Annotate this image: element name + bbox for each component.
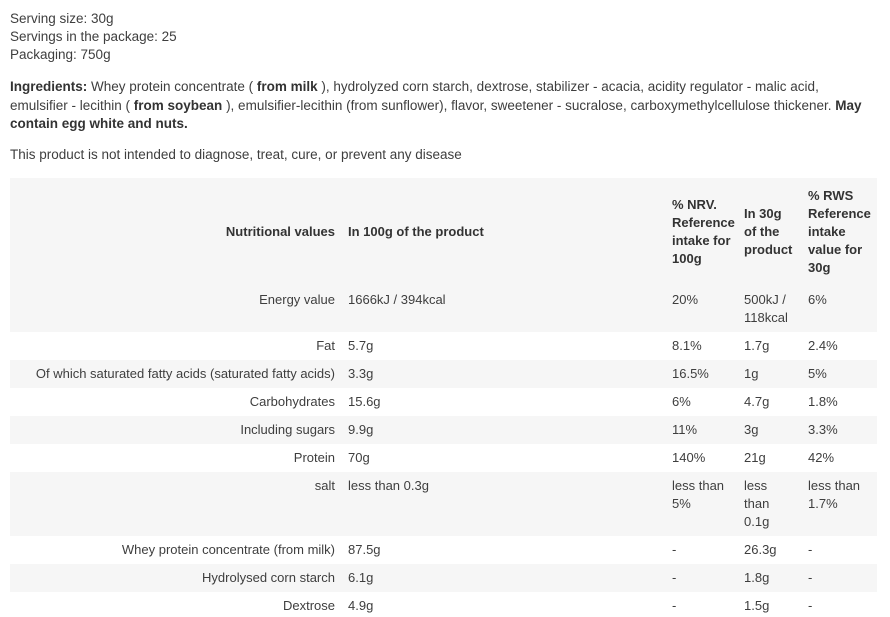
table-row bbox=[10, 332, 877, 360]
cell-name: Of which saturated fatty acids (saturated fatty acids) bbox=[35, 365, 335, 381]
table-row bbox=[10, 388, 877, 416]
header-nrv-100g: % NRV. Reference intake for 100g bbox=[672, 196, 735, 266]
ingredients-text: ), emulsifier-lecithin (from sunflower), flavor, sweetener - sucralose, carboxymethylcellulose thickener. bbox=[222, 97, 836, 113]
cell-name: Hydrolysed corn starch bbox=[202, 569, 335, 585]
servings-in-package-text: Servings in the package: 25 bbox=[10, 29, 177, 44]
cell-name: salt bbox=[314, 477, 335, 493]
table-row bbox=[10, 444, 877, 472]
cell-rws30: - bbox=[808, 597, 813, 613]
nutritional-values-table bbox=[10, 178, 877, 617]
cell-nrv100: 11% bbox=[672, 421, 698, 437]
cell-rws30: 3.3% bbox=[808, 421, 838, 437]
cell-per30: 1.7g bbox=[744, 337, 770, 353]
cell-rws30: - bbox=[808, 569, 813, 585]
cell-per100: 1666kJ / 394kcal bbox=[348, 291, 446, 307]
cell-per30: 500kJ / 118kcal bbox=[744, 291, 788, 325]
table-body bbox=[10, 286, 877, 617]
ingredients-allergen-milk: from milk bbox=[256, 79, 318, 94]
cell-per30: 3g bbox=[744, 421, 759, 437]
ingredients-text: Whey protein concentrate ( bbox=[87, 79, 257, 94]
table-row bbox=[10, 360, 877, 388]
table-row bbox=[10, 536, 877, 564]
cell-name: Whey protein concentrate (from milk) bbox=[121, 541, 335, 557]
cell-name: Including sugars bbox=[240, 421, 335, 437]
cell-nrv100: less than 5% bbox=[672, 477, 725, 511]
table-row bbox=[10, 592, 877, 617]
ingredients-label: Ingredients: bbox=[10, 79, 88, 94]
cell-per100: less than 0.3g bbox=[348, 477, 429, 493]
header-in-100g: In 100g of the product bbox=[348, 223, 484, 239]
cell-per100: 4.9g bbox=[348, 597, 374, 613]
ingredients-paragraph bbox=[10, 78, 878, 134]
ingredients-allergen-warning: May contain egg white and nuts. bbox=[10, 97, 862, 131]
header-nutritional-values: Nutritional values bbox=[225, 223, 335, 239]
table-row bbox=[10, 564, 877, 592]
cell-name: Fat bbox=[316, 337, 335, 353]
cell-name: Carbohydrates bbox=[249, 393, 335, 409]
cell-per100: 3.3g bbox=[348, 365, 374, 381]
ingredients-text: ), hydrolyzed corn starch, dextrose, stabilizer - acacia, acidity regulator - malic acid, emulsifier - lecithin ( bbox=[10, 79, 819, 113]
cell-name: Protein bbox=[293, 449, 335, 465]
cell-nrv100: 140% bbox=[672, 449, 706, 465]
cell-rws30: 42% bbox=[808, 449, 835, 465]
cell-rws30: - bbox=[808, 541, 813, 557]
cell-nrv100: - bbox=[672, 597, 677, 613]
cell-per30: 1.8g bbox=[744, 569, 770, 585]
cell-nrv100: 6% bbox=[672, 393, 691, 409]
cell-nrv100: 16.5% bbox=[672, 365, 709, 381]
cell-per30: 26.3g bbox=[744, 541, 777, 557]
ingredients-allergen-soybean: from soybean bbox=[133, 97, 223, 113]
header-in-30g: In 30g of the product bbox=[744, 205, 793, 257]
cell-per30: 1.5g bbox=[744, 597, 770, 613]
cell-per30: less than 0.1g bbox=[744, 477, 770, 529]
serving-size-text: Serving size: 30g bbox=[10, 11, 114, 26]
cell-nrv100: - bbox=[672, 569, 677, 585]
cell-per100: 6.1g bbox=[348, 569, 374, 585]
packaging-text: Packaging: 750g bbox=[10, 47, 111, 62]
cell-per30: 1g bbox=[744, 365, 759, 381]
cell-name: Dextrose bbox=[282, 597, 335, 613]
cell-rws30: 5% bbox=[808, 365, 827, 381]
cell-rws30: 6% bbox=[808, 291, 827, 307]
cell-rws30: less than 1.7% bbox=[808, 477, 861, 511]
product-info-block bbox=[10, 10, 890, 64]
table-row bbox=[10, 416, 877, 444]
cell-rws30: 2.4% bbox=[808, 337, 838, 353]
cell-per100: 15.6g bbox=[348, 393, 381, 409]
cell-per100: 5.7g bbox=[348, 337, 374, 353]
cell-nrv100: - bbox=[672, 541, 677, 557]
cell-nrv100: 20% bbox=[672, 291, 699, 307]
table-row bbox=[10, 286, 877, 332]
cell-name: Energy value bbox=[259, 291, 335, 307]
cell-per100: 87.5g bbox=[348, 541, 381, 557]
disclaimer-text: This product is not intended to diagnose, treat, cure, or prevent any disease bbox=[10, 146, 462, 162]
table-row bbox=[10, 472, 877, 536]
header-rws-30g: % RWS Reference intake value for 30g bbox=[808, 187, 871, 275]
cell-per100: 9.9g bbox=[348, 421, 374, 437]
cell-rws30: 1.8% bbox=[808, 393, 838, 409]
cell-per100: 70g bbox=[348, 449, 370, 465]
table-header-row bbox=[10, 178, 877, 286]
cell-per30: 4.7g bbox=[744, 393, 770, 409]
cell-nrv100: 8.1% bbox=[672, 337, 702, 353]
cell-per30: 21g bbox=[744, 449, 766, 465]
